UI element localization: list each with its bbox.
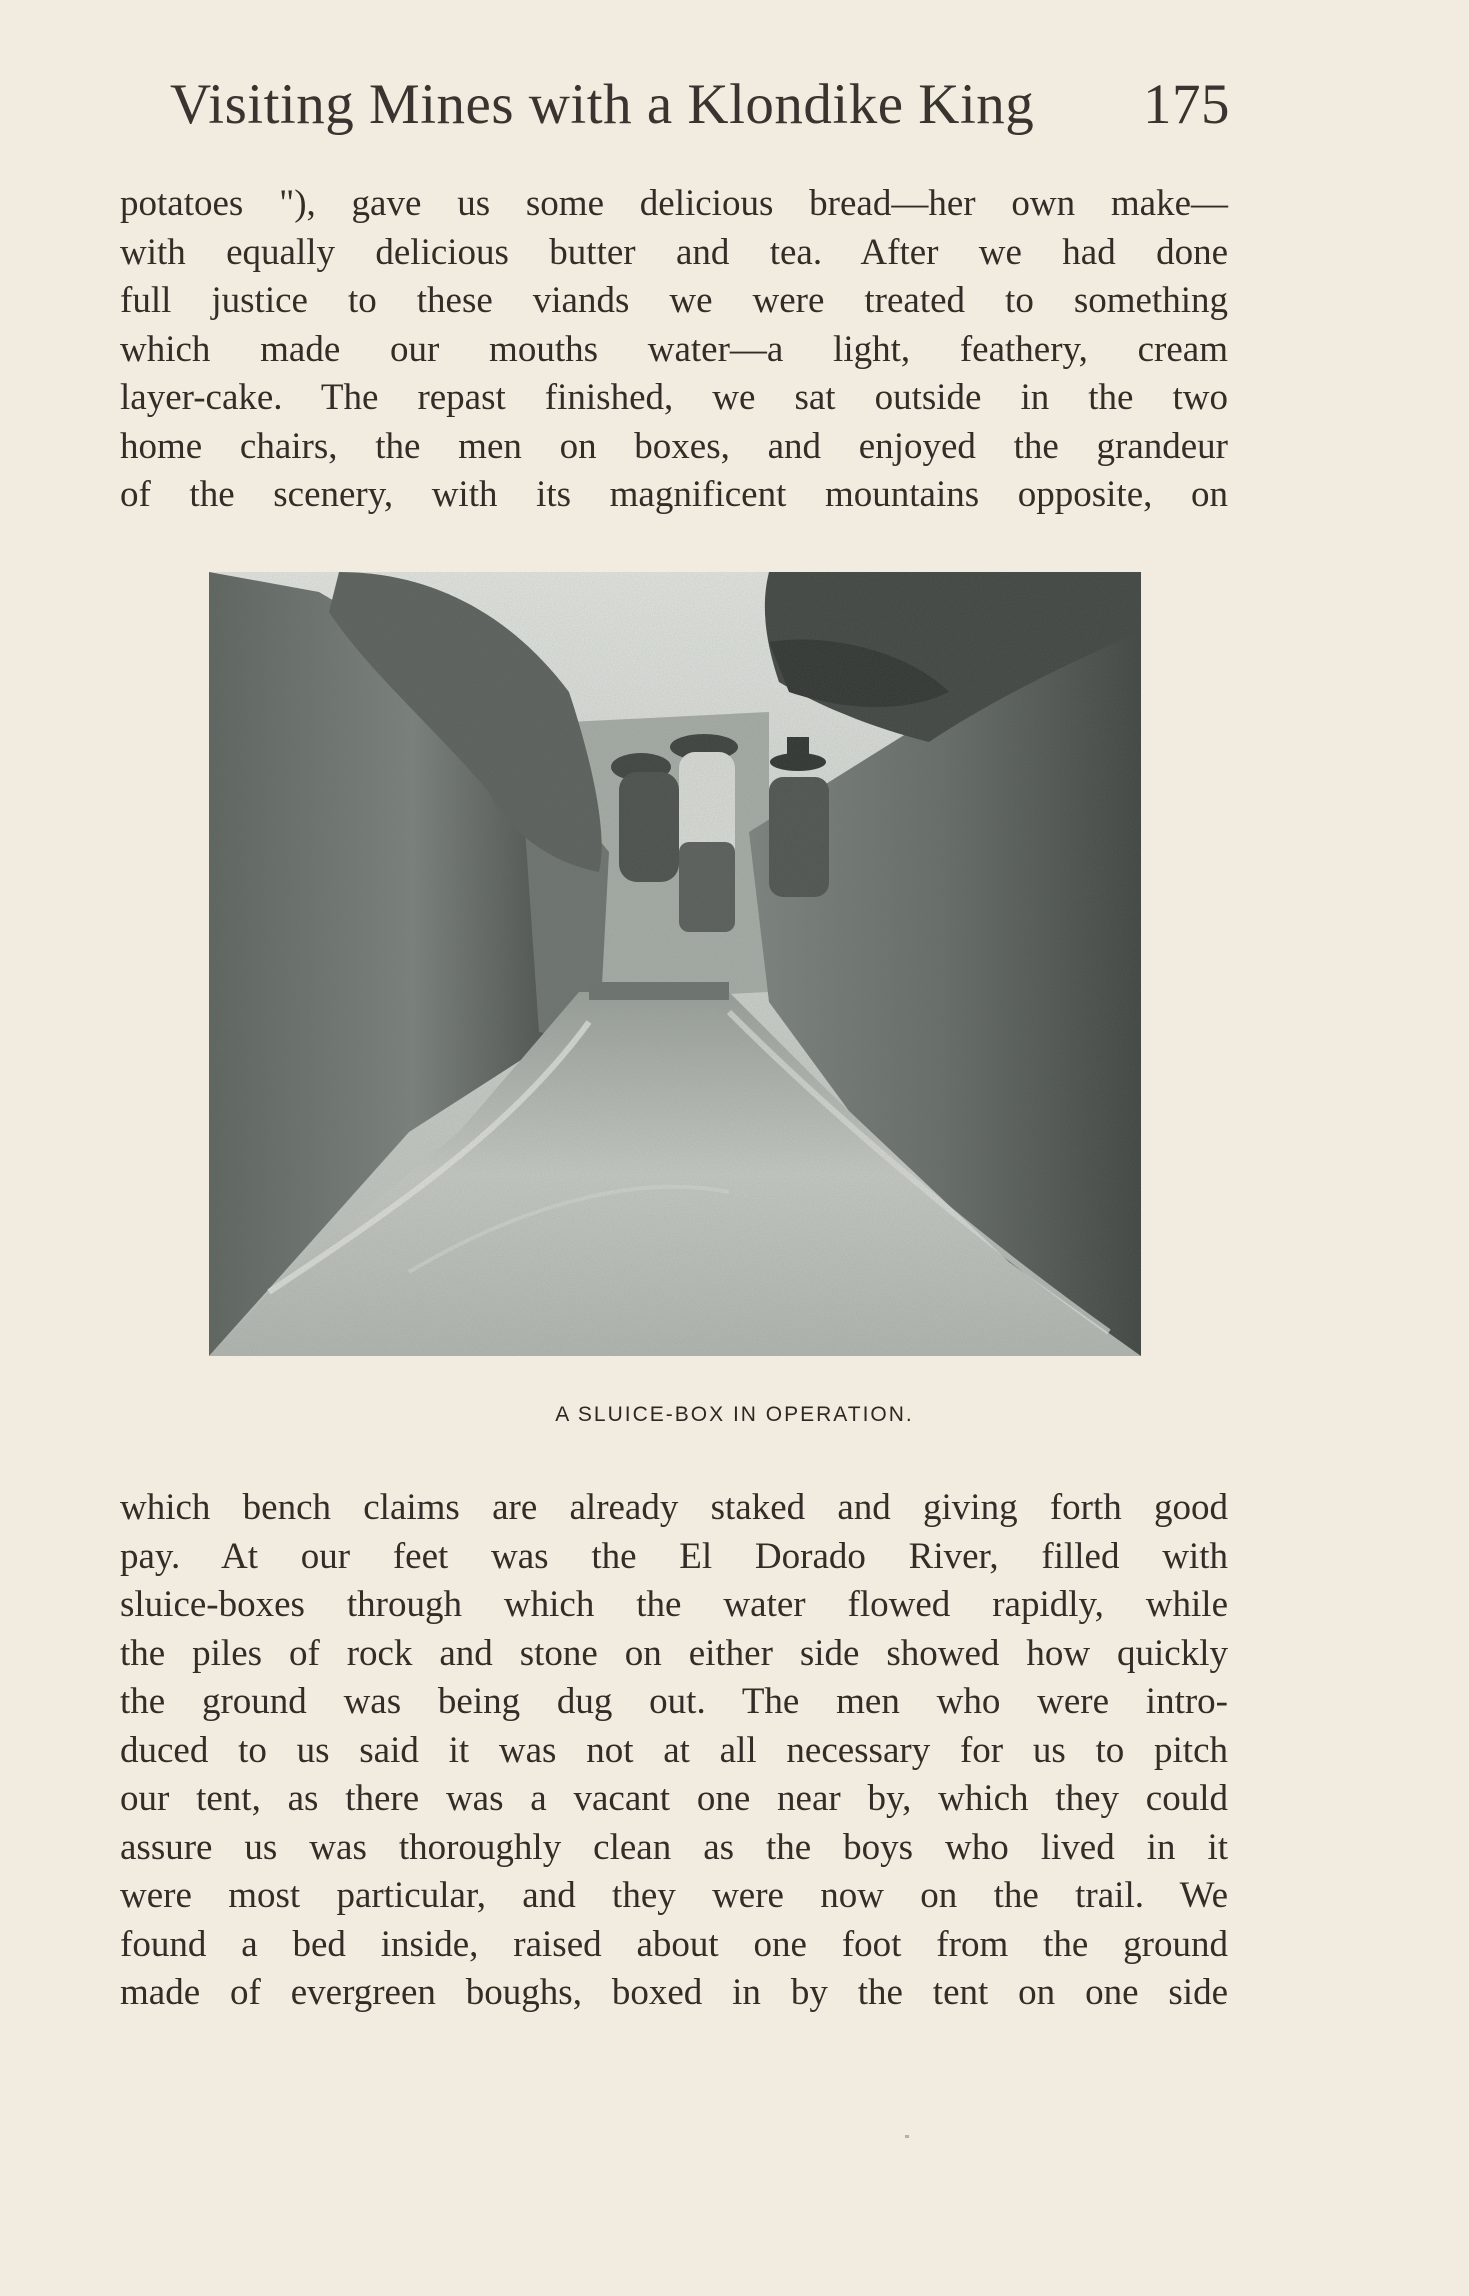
text-line: were most particular, and they were now on the trail. We [120,1875,1228,1916]
page-number: 175 [1143,73,1230,136]
text-line: potatoes "), gave us some delicious bread—her own make— [120,183,1228,224]
running-title: Visiting Mines with a Klondike King [170,73,1035,136]
text-line: sluice-boxes through which the water flowed rapidly, while [120,1584,1228,1625]
text-line: which made our mouths water—a light, feathery, cream [120,328,1228,370]
text-line: our tent, as there was a vacant one near by, which they could [120,1778,1228,1819]
text-line: which bench claims are already staked and giving forth good [120,1487,1228,1528]
text-line: pay. At our feet was the El Dorado River, filled with [120,1535,1228,1577]
paragraph-top [120,180,1228,520]
text-line: home chairs, the men on boxes, and enjoyed the grandeur [120,425,1228,467]
text-line: made of evergreen boughs, boxed in by the tent on one side [120,1972,1228,2013]
text-line: the ground was being dug out. The men who were intro- [120,1681,1228,1722]
text-line: of the scenery, with its magnificent mountains opposite, on [120,474,1228,515]
text-line: found a bed inside, raised about one foot from the ground [120,1923,1228,1965]
text-line: layer-cake. The repast finished, we sat outside in the two [120,377,1228,418]
paper-speck [905,2135,909,2138]
text-line: the piles of rock and stone on either side showed how quickly [120,1632,1228,1674]
figure-caption: A SLUICE-BOX IN OPERATION. [555,1403,914,1426]
sluice-box-photograph [209,572,1141,1356]
text-line: assure us was thoroughly clean as the boys who lived in it [120,1826,1228,1868]
running-head [170,72,1230,142]
text-line: duced to us said it was not at all necessary for us to pitch [120,1729,1228,1771]
text-line: full justice to these viands we were treated to something [120,280,1228,321]
paragraph-bottom [120,1484,1228,2018]
text-line: with equally delicious butter and tea. After we had done [120,231,1228,273]
